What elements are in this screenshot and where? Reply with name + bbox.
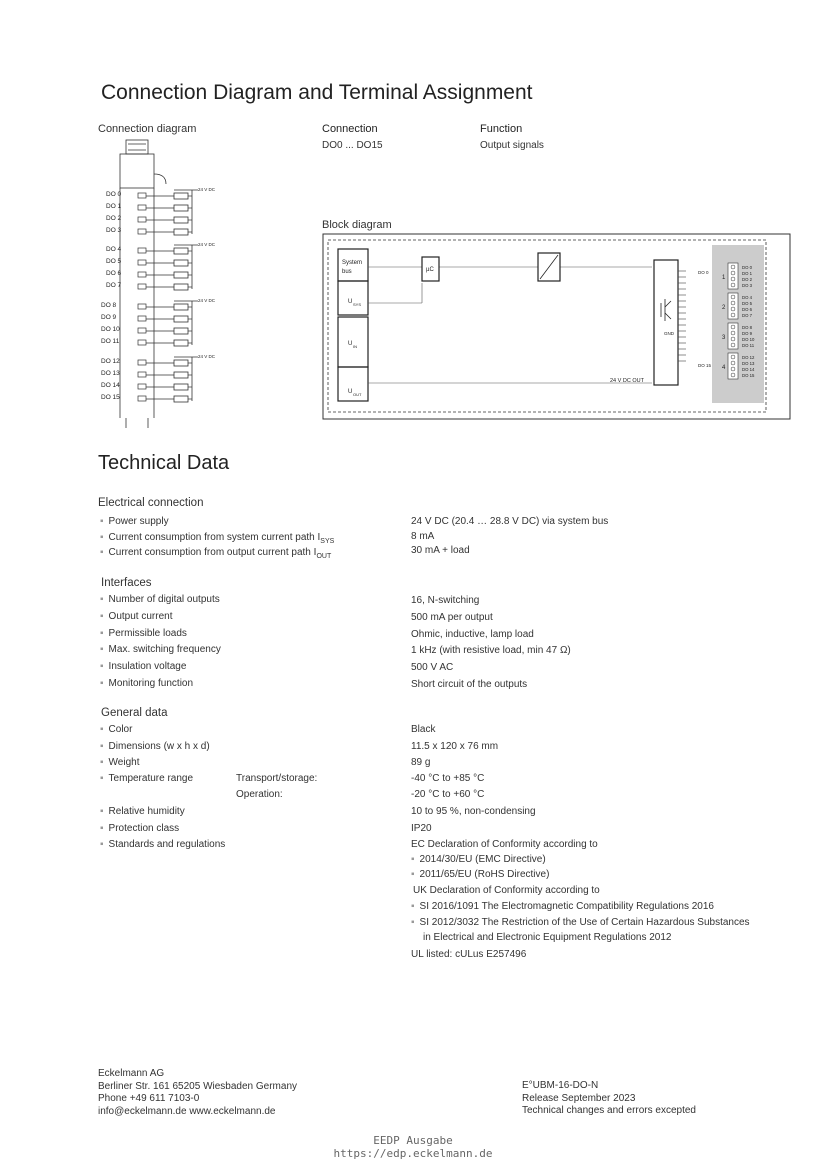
- dimensions-value: 11.5 x 120 x 76 mm: [411, 741, 499, 752]
- weight-value: 89 g: [411, 757, 431, 768]
- ec-item-1: ▪ 2014/30/EU (EMC Directive): [411, 854, 546, 865]
- load-resistor: [174, 193, 188, 199]
- connector-block: [728, 323, 738, 349]
- connector-pin-label: DO 9: [742, 331, 753, 336]
- connector-block: [728, 293, 738, 319]
- output-label: DO 1: [106, 203, 122, 210]
- output-current-path-row: ▪ Current consumption from output current path $I_{OUT}$: [100, 547, 332, 560]
- terminal-pin: [138, 372, 146, 377]
- connector-pin-label: DO 7: [742, 313, 753, 318]
- load-resistor: [174, 384, 188, 390]
- output-label: DO 7: [106, 282, 122, 289]
- load-resistor: [174, 217, 188, 223]
- terminal-pin: [138, 360, 146, 365]
- connector-block: [728, 263, 738, 289]
- do0-label: DO 0: [698, 270, 709, 275]
- connector-pin-label: DO 12: [742, 355, 755, 360]
- connector-number: 1: [722, 275, 726, 281]
- standards-row: ▪ Standards and regulations: [100, 839, 226, 850]
- load-resistor: [174, 284, 188, 290]
- uc-label: µC: [426, 267, 434, 273]
- connector-number: 2: [722, 305, 726, 311]
- uk-item-2: ▪ SI 2012/3032 The Restriction of the Use of Certain Hazardous Substances: [411, 917, 750, 928]
- block-diagram: [322, 233, 792, 421]
- temp-transport-label: Transport/storage:: [236, 773, 318, 784]
- supply-label: 24 V DC: [198, 354, 216, 359]
- system-bus-label-2: bus: [342, 269, 352, 275]
- out24-label: 24 V DC OUT: [610, 378, 644, 384]
- output-label: DO 14: [101, 382, 120, 389]
- connector-pin-label: DO 15: [742, 373, 755, 378]
- load-resistor: [174, 272, 188, 278]
- interfaces-title: Interfaces: [101, 577, 152, 589]
- uout-sub: OUT: [353, 392, 362, 397]
- connector-pin-label: DO 13: [742, 361, 755, 366]
- output-label: DO 4: [106, 246, 122, 253]
- output-label: DO 6: [106, 270, 122, 277]
- edp-footer: [263, 1134, 563, 1160]
- uout-label: U: [348, 389, 353, 395]
- technical-data-title: Technical Data: [98, 452, 230, 474]
- load-resistor: [174, 229, 188, 235]
- terminal-pin: [138, 272, 146, 277]
- output-label: DO 3: [106, 227, 122, 234]
- footer-phone: Phone +49 611 7103-0: [98, 1093, 200, 1104]
- interface-value: 500 V AC: [411, 662, 454, 673]
- interface-value: Short circuit of the outputs: [411, 679, 528, 690]
- terminal-pin: [138, 260, 146, 265]
- connector-block: [728, 353, 738, 379]
- output-label: DO 12: [101, 358, 120, 365]
- interface-value: Ohmic, inductive, lamp load: [411, 629, 534, 640]
- interface-row: ▪ Monitoring function: [100, 678, 194, 689]
- interface-value: 500 mA per output: [411, 612, 493, 623]
- terminal-pin: [138, 284, 146, 289]
- color-row: ▪ Color: [100, 724, 133, 735]
- interface-row: ▪ Output current: [100, 611, 173, 622]
- block-diagram-label: Block diagram: [322, 219, 392, 231]
- uk-item-1: ▪ SI 2016/1091 The Electromagnetic Compatibility Regulations 2016: [411, 901, 714, 912]
- load-resistor: [174, 260, 188, 266]
- output-label: DO 2: [106, 215, 122, 222]
- connector-pin-label: DO 11: [742, 343, 755, 348]
- output-label: DO 15: [101, 394, 120, 401]
- footer-street: Berliner Str. 161 65205 Wiesbaden Germany: [98, 1080, 297, 1092]
- load-resistor: [174, 328, 188, 334]
- output-current-path-value: 30 mA + load: [411, 545, 470, 556]
- supply-label: 24 V DC: [198, 298, 216, 303]
- load-resistor: [174, 248, 188, 254]
- page-title: Connection Diagram and Terminal Assignment: [101, 81, 533, 104]
- load-resistor: [174, 316, 188, 322]
- terminal-pin: [138, 248, 146, 253]
- humidity-value: 10 to 95 %, non-condensing: [411, 806, 536, 817]
- temp-operation-value: -20 °C to +60 °C: [411, 789, 485, 800]
- footer-doc-id: E°UBM-16-DO-N: [522, 1080, 599, 1091]
- terminal-pin: [138, 328, 146, 333]
- connector-pin-label: DO 8: [742, 325, 753, 330]
- general-data-title: General data: [101, 707, 168, 719]
- do15-label: DO 15: [698, 363, 712, 368]
- connector-pin-label: DO 6: [742, 307, 753, 312]
- connector-number: 3: [722, 335, 726, 341]
- load-resistor: [174, 205, 188, 211]
- temperature-row: ▪ Temperature range: [100, 773, 194, 784]
- terminal-pin: [138, 193, 146, 198]
- system-current-row: ▪ Current consumption from system current path $I_{SYS}$: [100, 532, 335, 545]
- temp-transport-value: -40 °C to +85 °C: [411, 773, 485, 784]
- terminal-pin: [138, 316, 146, 321]
- power-supply-value: 24 V DC (20.4 … 28.8 V DC) via system bus: [411, 516, 609, 527]
- load-resistor: [174, 304, 188, 310]
- temp-operation-label: Operation:: [236, 789, 283, 800]
- block-diagram-inner-frame: [328, 240, 766, 412]
- terminal-pin: [138, 217, 146, 222]
- gnd-label: GND: [664, 331, 674, 336]
- terminal-pin: [138, 205, 146, 210]
- protection-value: IP20: [411, 823, 432, 834]
- footer-address: [98, 1068, 297, 1118]
- terminal-pin: [138, 384, 146, 389]
- color-value: Black: [411, 724, 436, 735]
- weight-row: ▪ Weight: [100, 757, 140, 768]
- output-label: DO 13: [101, 370, 120, 377]
- system-current-value: 8 mA: [411, 531, 435, 542]
- usys-sub: SYS: [353, 302, 362, 307]
- function-column-header: Function: [480, 123, 523, 135]
- output-label: DO 5: [106, 258, 122, 265]
- connection-column-header: Connection: [322, 123, 378, 135]
- terminal-pin: [138, 340, 146, 345]
- supply-label: 24 V DC: [198, 242, 216, 247]
- interface-row: ▪ Insulation voltage: [100, 661, 187, 672]
- interface-row: ▪ Max. switching frequency: [100, 644, 221, 655]
- power-supply-row: ▪ Power supply: [100, 516, 169, 527]
- footer-release: Release September 2023: [522, 1092, 636, 1104]
- load-resistor: [174, 396, 188, 402]
- ec-item-2: ▪ 2011/65/EU (RoHS Directive): [411, 869, 550, 880]
- electrical-connection-title: Electrical connection: [98, 497, 204, 509]
- usys-label: U: [348, 299, 353, 305]
- edp-url: https://edp.eckelmann.de: [333, 1147, 493, 1160]
- footer-web: info@eckelmann.de www.eckelmann.de: [98, 1105, 276, 1117]
- supply-label: 24 V DC: [198, 187, 216, 192]
- ec-declaration-title: EC Declaration of Conformity according to: [411, 839, 598, 850]
- load-resistor: [174, 340, 188, 346]
- output-label: DO 9: [101, 314, 117, 321]
- uin-label: U: [348, 341, 353, 347]
- footer-doc-info: [522, 1080, 696, 1118]
- dimensions-row: ▪ Dimensions (w x h x d): [100, 741, 210, 752]
- load-resistor: [174, 372, 188, 378]
- terminal-pin: [138, 229, 146, 234]
- connection-value: DO0 ... DO15: [322, 140, 383, 151]
- terminal-pin: [138, 304, 146, 309]
- uk-declaration-title: UK Declaration of Conformity according to: [413, 885, 600, 896]
- connector-pin-label: DO 10: [742, 337, 755, 342]
- interface-row: ▪ Number of digital outputs: [100, 594, 220, 605]
- interface-row: ▪ Permissible loads: [100, 628, 187, 639]
- output-label: DO 11: [101, 338, 120, 345]
- footer-disclaimer: Technical changes and errors excepted: [522, 1105, 696, 1116]
- load-resistor: [174, 360, 188, 366]
- humidity-row: ▪ Relative humidity: [100, 806, 185, 817]
- function-value: Output signals: [480, 140, 544, 151]
- ul-listing: UL listed: cULus E257496: [411, 949, 527, 960]
- connector-pin-label: DO 0: [742, 265, 753, 270]
- interface-value: 1 kHz (with resistive load, min 47 Ω): [411, 645, 571, 656]
- terminal-pin: [138, 396, 146, 401]
- output-label: DO 8: [101, 302, 117, 309]
- connector-pin-label: DO 4: [742, 295, 753, 300]
- system-bus-label-1: System: [342, 260, 363, 266]
- connector-pin-label: DO 3: [742, 283, 753, 288]
- connector-number: 4: [722, 365, 726, 371]
- connection-diagram-label: Connection diagram: [98, 123, 197, 135]
- output-label: DO 0: [106, 191, 122, 198]
- edp-title: EEDP Ausgabe: [373, 1134, 453, 1147]
- interface-value: 16, N-switching: [411, 595, 480, 606]
- connector-pin-label: DO 2: [742, 277, 753, 282]
- connector-pin-label: DO 14: [742, 367, 755, 372]
- protection-row: ▪ Protection class: [100, 823, 180, 834]
- uk-item-2-cont: in Electrical and Electronic Equipment Regulations 2012: [423, 932, 672, 943]
- uin-sub: IN: [353, 344, 357, 349]
- footer-company: Eckelmann AG: [98, 1068, 165, 1079]
- connector-pin-label: DO 5: [742, 301, 753, 306]
- output-label: DO 10: [101, 326, 120, 333]
- connector-pin-label: DO 1: [742, 271, 753, 276]
